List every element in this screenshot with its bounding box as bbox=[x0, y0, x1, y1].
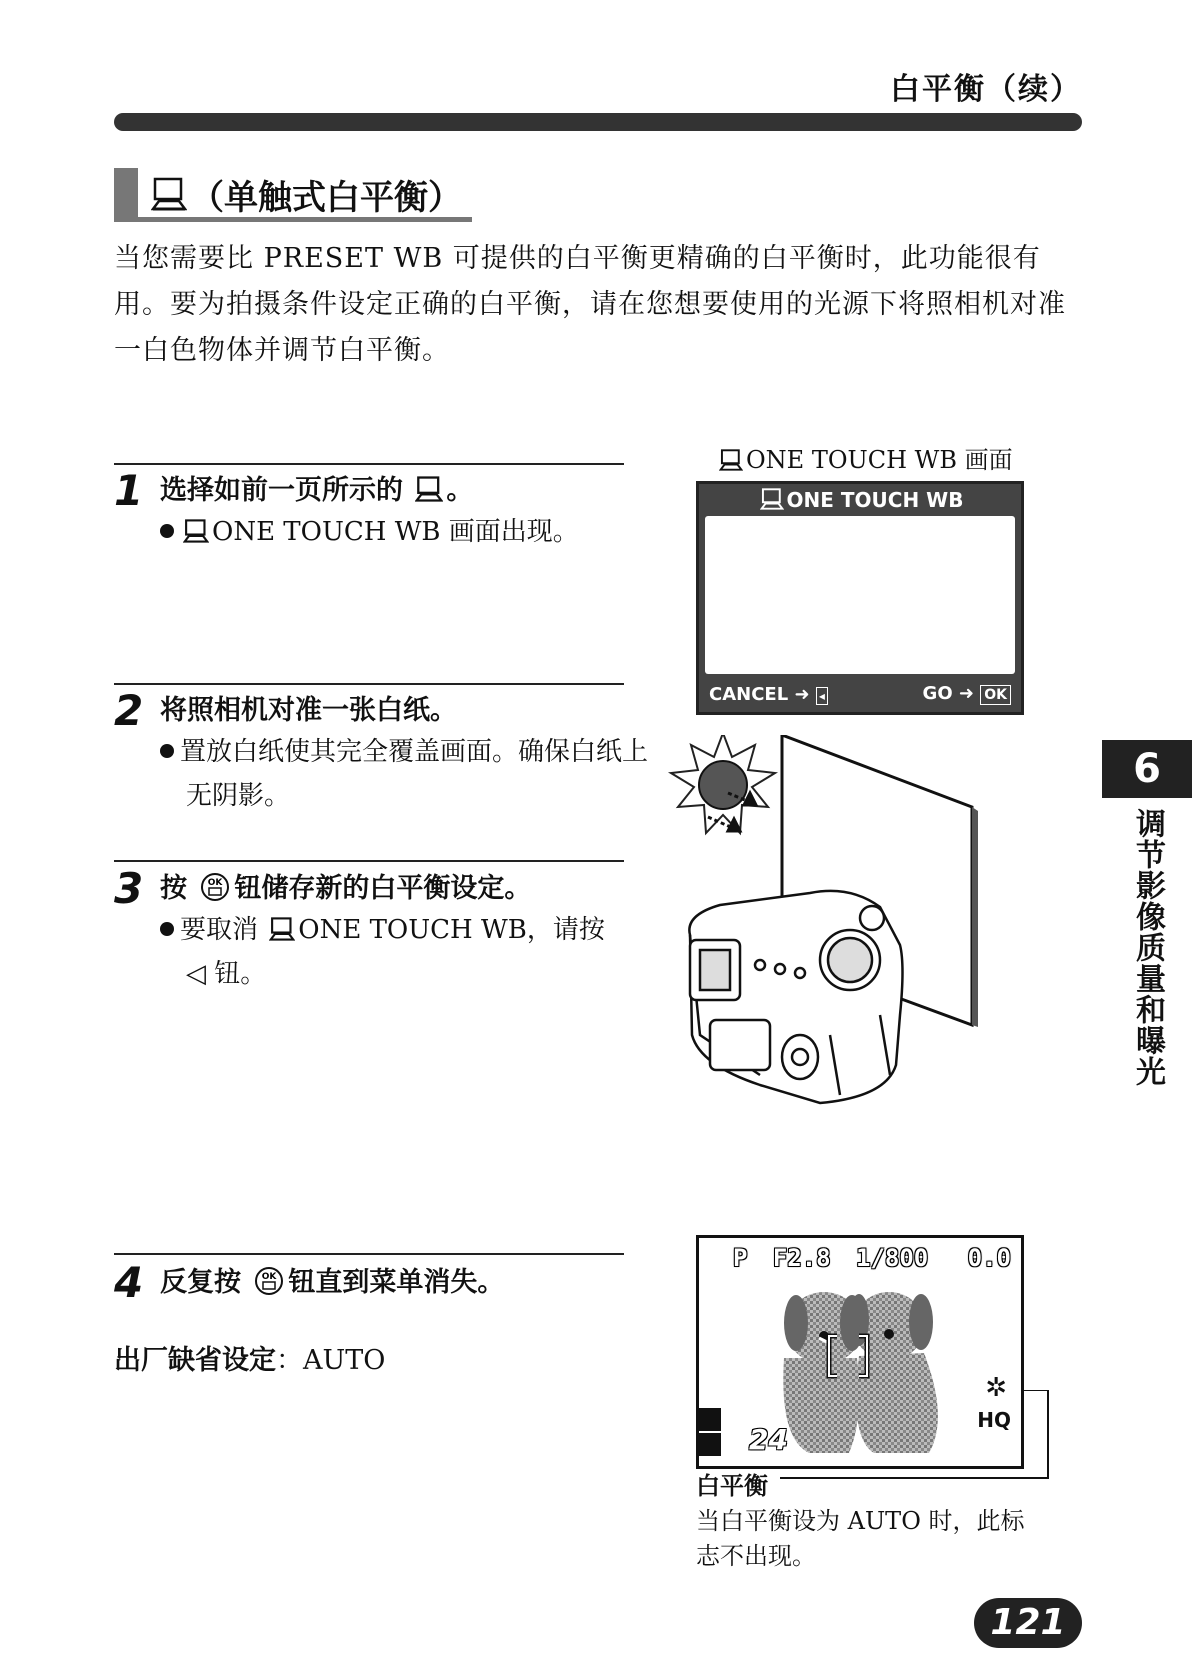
one-touch-wb-screen bbox=[696, 481, 1024, 715]
exposure-compensation: 0.0 bbox=[967, 1244, 1011, 1272]
page-number: 121 bbox=[974, 1598, 1082, 1648]
ok-button-icon: OK bbox=[980, 685, 1011, 705]
chapter-title: 调节影像质量和曝光 bbox=[1130, 808, 1165, 1087]
callout-label: 白平衡 bbox=[696, 1472, 768, 1500]
cancel-label: CANCEL bbox=[709, 683, 789, 705]
step-heading-text: 反复按 bbox=[160, 1267, 241, 1298]
shooting-mode: P bbox=[733, 1244, 748, 1272]
screen-title: ONE TOUCH WB bbox=[786, 488, 964, 512]
one-touch-wb-icon bbox=[151, 177, 187, 211]
svg-text:OK: OK bbox=[208, 878, 223, 888]
step-bullet-text: ONE TOUCH WB，请按 bbox=[298, 915, 605, 945]
step-rule bbox=[114, 1253, 624, 1255]
default-setting bbox=[114, 1338, 385, 1377]
go-hint: GO ➜ OK bbox=[923, 683, 1011, 705]
callout-leader-line bbox=[780, 1390, 1070, 1480]
step-bullet bbox=[160, 730, 656, 818]
step-heading bbox=[160, 866, 531, 905]
step-heading-text: 按 bbox=[160, 873, 187, 904]
screen-footer bbox=[709, 680, 1011, 708]
sun-icon bbox=[671, 735, 775, 833]
frames-remaining: 24 bbox=[749, 1423, 788, 1456]
section-underline bbox=[114, 217, 472, 222]
step-number: 2 bbox=[114, 686, 144, 735]
step-bullet bbox=[160, 510, 630, 554]
ok-button-icon bbox=[254, 1266, 284, 1296]
section-heading bbox=[114, 168, 462, 220]
svg-text:OK: OK bbox=[262, 1272, 277, 1282]
step-1 bbox=[114, 468, 634, 558]
cancel-hint: CANCEL ➜ ◂ bbox=[709, 684, 828, 705]
step-heading bbox=[160, 468, 473, 507]
screen-titlebar bbox=[699, 484, 1021, 516]
section-title: （单触式白平衡） bbox=[190, 177, 462, 218]
step-number: 1 bbox=[114, 466, 144, 515]
one-touch-wb-icon bbox=[760, 488, 784, 510]
step-heading-text: 钮直到菜单消失。 bbox=[288, 1267, 505, 1298]
step-heading bbox=[160, 1260, 504, 1299]
step-rule bbox=[114, 860, 624, 862]
step-heading-text: 。 bbox=[446, 475, 474, 506]
step-bullet-text: ONE TOUCH WB 画面出现。 bbox=[212, 517, 579, 547]
step-rule bbox=[114, 683, 624, 685]
one-touch-wb-icon bbox=[269, 917, 295, 941]
step-heading: 将照相机对准一张白纸。 bbox=[160, 695, 457, 726]
step-bullet bbox=[160, 908, 630, 996]
step-bullet-text: 置放白纸使其完全覆盖画面。确保白纸上无阴影。 bbox=[180, 737, 649, 811]
step-number: 3 bbox=[114, 864, 144, 913]
battery-bars-icon bbox=[699, 1408, 721, 1456]
step-number: 4 bbox=[114, 1258, 144, 1307]
default-setting-value: ：AUTO bbox=[276, 1345, 386, 1376]
sun-icon: ✲ bbox=[985, 1373, 1007, 1403]
one-touch-wb-icon bbox=[415, 476, 443, 502]
default-setting-label: 出厂缺省设定 bbox=[114, 1345, 276, 1376]
aperture-value: F2.8 bbox=[772, 1244, 831, 1272]
step-bullet-line2: ◁ 钮。 bbox=[186, 959, 267, 989]
top-rule bbox=[114, 113, 1082, 131]
screen-caption-text: ONE TOUCH WB 画面 bbox=[746, 446, 1013, 474]
step-heading-text: 选择如前一页所示的 bbox=[160, 475, 403, 506]
section-marker bbox=[114, 168, 138, 220]
go-label: GO bbox=[922, 683, 953, 704]
screen-caption bbox=[716, 440, 1013, 475]
shutter-speed: 1/800 bbox=[856, 1244, 929, 1272]
ok-button-icon bbox=[200, 872, 230, 902]
left-arrow-button-icon: ◂ bbox=[816, 687, 828, 705]
step-heading-text: 钮储存新的白平衡设定。 bbox=[234, 873, 532, 904]
step-bullet-text: 要取消 bbox=[180, 915, 259, 945]
bullet-dot bbox=[160, 744, 174, 758]
intro-paragraph: 当您需要比 PRESET WB 可提供的白平衡更精确的白平衡时，此功能很有用。要为拍摄条件设定正确的白平衡，请在您想要使用的光源下将照相机对准一白色物体并调节白平衡。 bbox=[114, 243, 1066, 366]
one-touch-wb-icon bbox=[719, 449, 743, 471]
step-4 bbox=[114, 1260, 634, 1310]
running-head: 白平衡（续） bbox=[890, 72, 1082, 107]
camera-illustration bbox=[660, 735, 1090, 1205]
chapter-number: 6 bbox=[1102, 740, 1192, 798]
step-3 bbox=[114, 866, 634, 996]
bullet-dot bbox=[160, 922, 174, 936]
bullet-dot bbox=[160, 524, 174, 538]
step-rule bbox=[114, 463, 624, 465]
one-touch-wb-icon bbox=[183, 519, 209, 543]
screen-preview-area bbox=[705, 516, 1015, 674]
camera bbox=[689, 891, 902, 1103]
callout-note: 当白平衡设为 AUTO 时，此标志不出现。 bbox=[696, 1507, 1025, 1570]
step-2 bbox=[114, 686, 649, 818]
image-quality: HQ bbox=[977, 1408, 1011, 1432]
exposure-readout bbox=[733, 1244, 1011, 1272]
